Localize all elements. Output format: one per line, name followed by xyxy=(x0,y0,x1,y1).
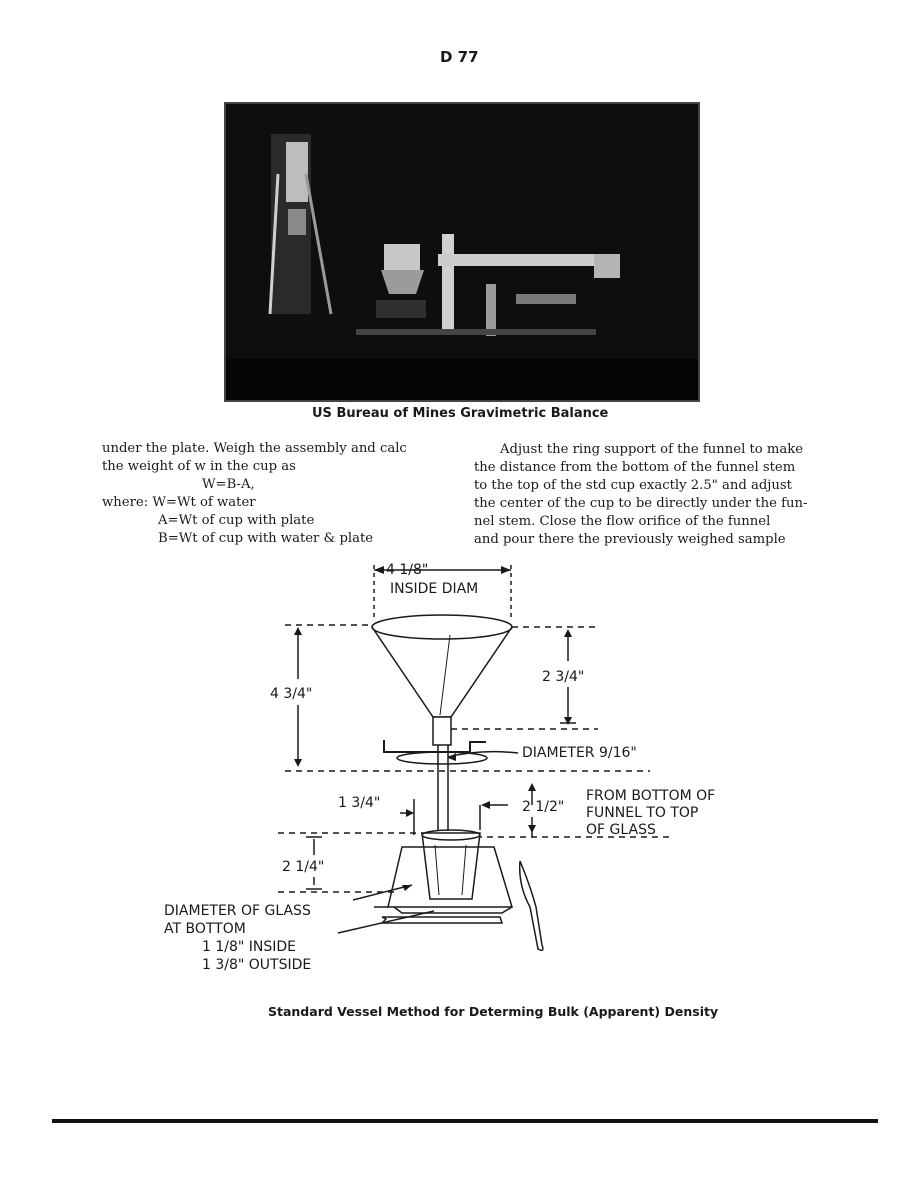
definition-b: B=Wt of cup with water & plate xyxy=(158,531,374,546)
gravimetric-balance-photo xyxy=(224,102,700,402)
text-line: Adjust the ring support of the funnel to make xyxy=(500,442,804,457)
glass-height-label: 2 1/4" xyxy=(282,859,325,875)
photo-caption: US Bureau of Mines Gravimetric Balance xyxy=(312,406,609,421)
funnel-height-label: 4 3/4" xyxy=(270,686,313,702)
glass-diameter-label-line1: DIAMETER OF GLASS xyxy=(164,903,311,919)
text-line: the weight of w in the cup as xyxy=(102,459,296,474)
page-number: D 77 xyxy=(440,48,479,66)
funnel-diagram xyxy=(150,555,770,985)
text-line: the center of the cup to be directly under the fun- xyxy=(474,496,808,511)
text-line: the distance from the bottom of the funnel stem xyxy=(474,460,796,475)
gap-label: 2 1/2" xyxy=(522,799,565,815)
cone-height-label: 2 3/4" xyxy=(542,669,585,685)
gap-note-line3: OF GLASS xyxy=(586,822,656,838)
text-line: to the top of the std cup exactly 2.5" and adjust xyxy=(474,478,792,493)
inside-diam-label: INSIDE DIAM xyxy=(390,581,479,597)
formula: W=B-A, xyxy=(202,477,255,492)
stand-offset-label: 1 3/4" xyxy=(338,795,381,811)
glass-outside-diameter: 1 3/8" OUTSIDE xyxy=(202,957,312,973)
glass-inside-diameter: 1 1/8" INSIDE xyxy=(202,939,297,955)
gap-note-line1: FROM BOTTOM OF xyxy=(586,788,716,804)
gap-note-line2: FUNNEL TO TOP xyxy=(586,805,699,821)
page-divider xyxy=(52,1119,878,1123)
text-line: under the plate. Weigh the assembly and calc xyxy=(102,441,407,456)
definition-w: W=Wt of water xyxy=(152,495,256,510)
stem-diameter-label: DIAMETER 9/16" xyxy=(522,745,637,761)
balance-illustration xyxy=(226,104,698,400)
definition-a: A=Wt of cup with plate xyxy=(158,513,315,528)
right-column-text xyxy=(474,441,814,549)
glass-diameter-label-line2: AT BOTTOM xyxy=(164,921,246,937)
figure-caption: Standard Vessel Method for Determing Bulk (Apparent) Density xyxy=(268,1004,719,1019)
top-width-label: 4 1/8" xyxy=(386,562,429,578)
where-label: where: xyxy=(102,495,149,510)
text-line: and pour there the previously weighed sample xyxy=(474,532,786,547)
left-column-text xyxy=(102,440,432,548)
text-line: nel stem. Close the flow orifice of the funnel xyxy=(474,514,771,529)
where-line xyxy=(102,494,432,512)
